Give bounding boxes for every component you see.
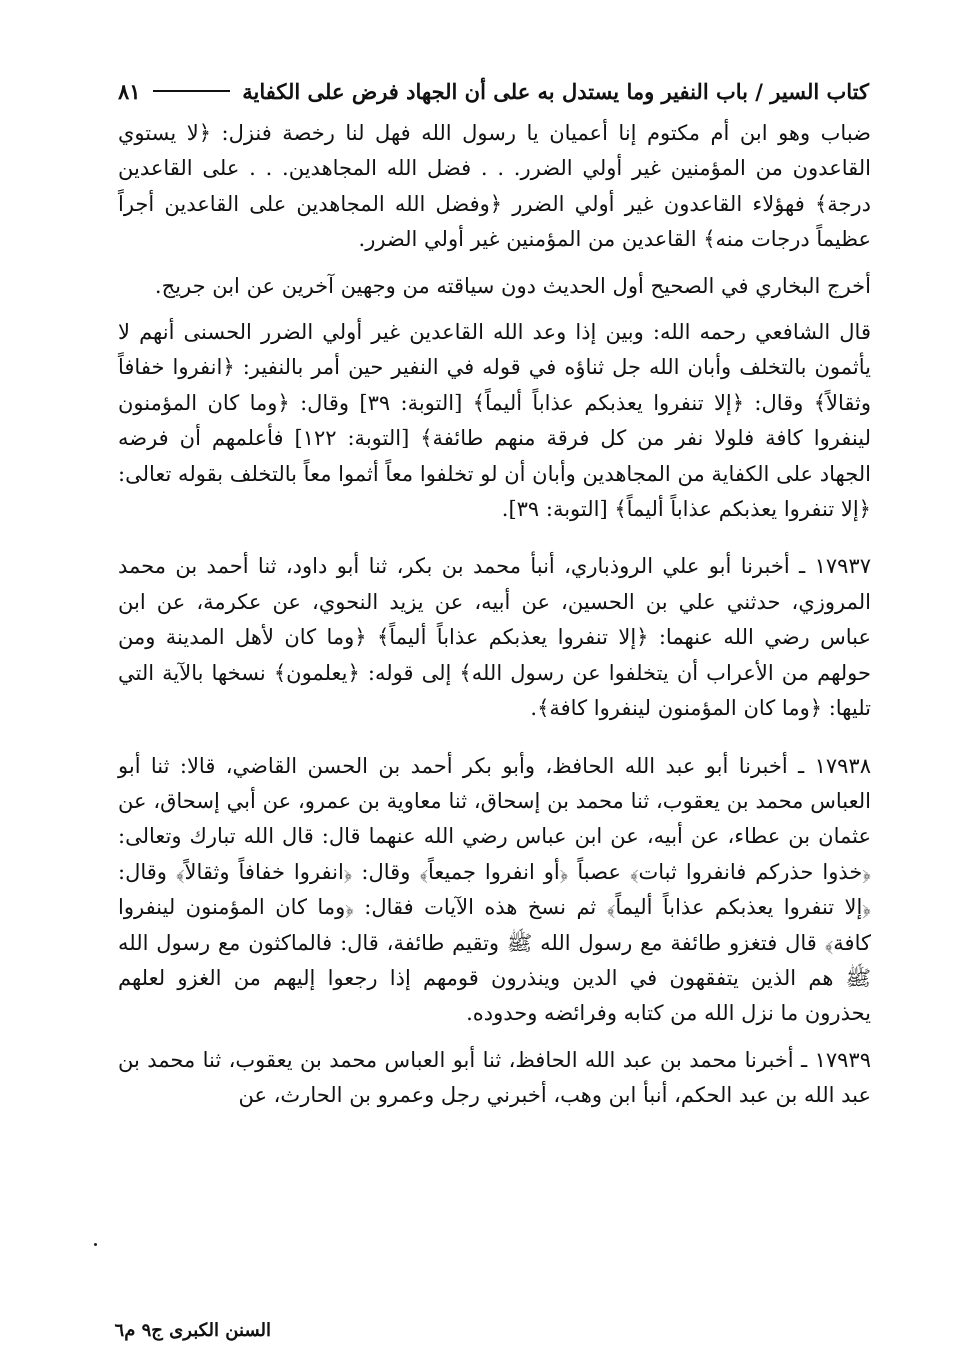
paragraph-shafii-commentary: قال الشافعي رحمه الله: وبين إذا وعد الله القاعدين غير أولي الضرر الحسنى أنهم لا يأثمون بالتخلف وأبان الله جل ثناؤه في قوله في النفير حين أمر بالنفير: ﴿انفروا خفافاً وثقالاً﴾ وقال: ﴿إلا تنفروا يعذبكم عذاباً أليماً﴾ [التوبة: ٣٩] وقال: ﴿وما كان المؤمنون لينفروا كافة فلولا نفر من كل فرقة منهم طائفة﴾ [التوبة: ١٢٢] فأعلمهم أن فرضه الجهاد على الكفاية من المجاهدين وأبان أن لو تخلفوا معاً أثموا معاً بالتخلف بقوله تعالى: ﴿إلا تنفروا يعذبكم عذاباً أليماً﴾ [التوبة: ٣٩]. (118, 320, 871, 522)
running-header (118, 74, 869, 108)
header-rule (153, 90, 231, 92)
page-body (118, 116, 871, 1114)
paragraph-hadith-continuation: ضباب وهو ابن أم مكتوم إنا أعميان يا رسول الله فهل لنا رخصة فنزل: ﴿لا يستوي القاعدون من المؤمنين غير أولي الضرر. . . فضل الله المجاهدين. . . على القاعدين درجة﴾ فهؤلاء القاعدون غير أولي الضرر ﴿وفضل الله المجاهدين على القاعدين أجراً عظيماً درجات منه﴾ القاعدين من المؤمنين غير أولي الضرر. (118, 121, 871, 252)
paragraph-hadith-17937: ١٧٩٣٧ ـ أخبرنا أبو علي الروذباري، أنبأ محمد بن بكر، ثنا أبو داود، ثنا أحمد بن محمد المروزي، حدثني علي بن الحسين، عن أبيه، عن يزيد النحوي، عن عكرمة، عن ابن عباس رضي الله عنهما: ﴿إلا تنفروا يعذبكم عذاباً أليماً﴾ ﴿وما كان لأهل المدينة ومن حولهم من الأعراب أن يتخلفوا عن رسول الله﴾ إلى قوله: ﴿يعلمون﴾ نسخها بالآية التي تليها: ﴿وما كان المؤمنون لينفروا كافة﴾. (118, 554, 871, 721)
paragraph-hadith-17939: ١٧٩٣٩ ـ أخبرنا محمد بن عبد الله الحافظ، ثنا أبو العباس محمد بن يعقوب، ثنا محمد بن عبد الله بن عبد الحكم، أنبأ ابن وهب، أخبرني رجل وعمرو بن الحارث، عن (118, 1047, 871, 1108)
page-number: ٨١ (118, 78, 141, 104)
chapter-title: كتاب السير / باب النفير وما يستدل به على أن الجهاد فرض على الكفاية (242, 78, 869, 104)
paragraph-bukhari-note: أخرج البخاري في الصحيح أول الحديث دون سياقته من وجهين آخرين عن ابن جريج. (154, 273, 871, 298)
signature-mark: السنن الكبرى ج٩ م٦ (114, 1320, 271, 1341)
paragraph-hadith-17938: ١٧٩٣٨ ـ أخبرنا أبو عبد الله الحافظ، وأبو بكر أحمد بن الحسن القاضي، قالا: ثنا أبو العباس محمد بن يعقوب، ثنا محمد بن إسحاق، ثنا معاوية بن عمرو، عن أبي إسحاق، عن عثمان بن عطاء، عن أبيه، عن ابن عباس رضي الله عنهما قال: قال الله تبارك وتعالى: ﴿خذوا حذركم فانفروا ثبات﴾ عصباً ﴿أو انفروا جميعاً﴾ وقال: ﴿انفروا خفافاً وثقالاً﴾ وقال: ﴿إلا تنفروا يعذبكم عذاباً أليماً﴾ ثم نسخ هذه الآيات فقال: ﴿وما كان المؤمنون لينفروا كافة﴾ قال فتغزو طائفة مع رسول الله ﷺ وتقيم طائفة، قال: فالماكثون مع رسول الله ﷺ هم الذين يتفقهون في الدين وينذرون قومهم إذا رجعوا إليهم من الغزو لعلهم يحذرون ما نزل الله من كتابه وفرائضه وحدوده. (118, 753, 871, 1026)
stray-mark (94, 1243, 97, 1246)
